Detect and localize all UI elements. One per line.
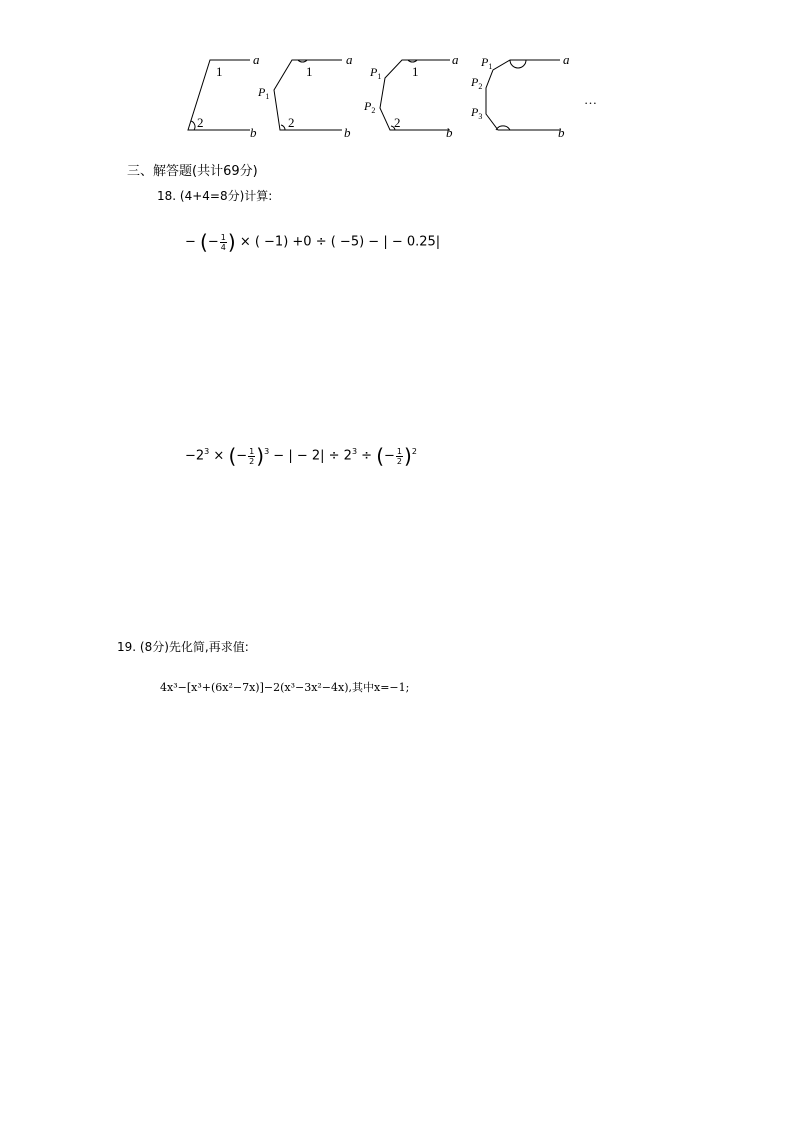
expr2-open-paren-2: (	[376, 444, 385, 468]
fig2-angle-1: 1	[306, 64, 313, 79]
expr1-minus: −	[207, 234, 219, 250]
expr2-frac1-den: 2	[249, 456, 255, 466]
fig2-label-a: a	[346, 52, 353, 67]
fig3-label-a: a	[452, 52, 459, 67]
expr1-close-paren: )	[227, 230, 236, 254]
expr2-open-paren-1: (	[228, 444, 237, 468]
fig1-angle-2: 2	[197, 115, 204, 130]
expr1-frac-num: 1	[220, 232, 226, 242]
expr2-fraction-1	[248, 447, 255, 466]
ellipsis: …	[584, 92, 597, 107]
parallel-lines-figures	[180, 48, 620, 148]
figures-svg	[180, 48, 620, 148]
fig2-label-p1: $P_1$	[258, 85, 270, 101]
expr2-exp-2: 3	[351, 447, 358, 457]
fig4-label-p1: $P_1$	[481, 55, 493, 71]
expr2-minus-2: −	[384, 448, 395, 464]
fig1-label-a: a	[253, 52, 260, 67]
expr1-open-paren: (	[200, 230, 208, 254]
expr2-times: ×	[209, 448, 229, 464]
fig4-label-b: b	[558, 125, 565, 140]
expr2-close-paren-1: )	[256, 444, 265, 468]
expr1-rest: × ( −1) +0 ÷ ( −5) − | − 0.25|	[239, 234, 441, 250]
expr1-frac-den: 4	[220, 242, 226, 252]
expr2-fraction-2	[396, 447, 403, 466]
fig1-label-b: b	[250, 125, 257, 140]
expr2-square: 2	[411, 447, 417, 457]
section-title: 三、解答题(共计69分)	[127, 164, 258, 179]
expr1-lead: −	[185, 234, 196, 250]
figure-2-angle2-arc	[281, 125, 285, 130]
q18-heading: 18. (4+4=8分)计算:	[157, 189, 273, 203]
expr2-exp: 3	[204, 447, 210, 457]
figure-4-top-arc	[510, 60, 526, 68]
fig3-angle-1: 1	[412, 64, 419, 79]
expr2-mid: − | − 2| ÷ 2	[269, 448, 352, 464]
fig3-label-p2: $P_2$	[364, 99, 376, 115]
expr2-lead: −2	[185, 448, 205, 464]
q18-expression-2	[185, 446, 417, 466]
fig2-angle-2: 2	[288, 115, 295, 130]
expr2-frac1-num: 1	[249, 446, 255, 456]
fig4-label-a: a	[563, 52, 570, 67]
fig3-angle-2: 2	[394, 115, 401, 130]
expr2-cube: 3	[264, 447, 270, 457]
expr2-frac2-den: 2	[396, 456, 403, 466]
fig2-label-b: b	[344, 125, 351, 140]
fig1-angle-1: 1	[216, 64, 223, 79]
fig4-label-p3: $P_3$	[471, 105, 483, 121]
expr2-minus-1: −	[236, 448, 248, 464]
fig3-label-b: b	[446, 125, 453, 140]
expr2-div: ÷	[357, 448, 377, 464]
expr2-frac2-num: 1	[396, 446, 403, 456]
figure-1-angle2-arc	[191, 121, 195, 130]
q18-expression-1	[185, 232, 440, 252]
q19-heading: 19. (8分)先化简,再求值:	[117, 640, 249, 654]
expr2-close-paren-2: )	[404, 444, 412, 468]
expr1-fraction	[220, 233, 227, 252]
q19-expression: 4x³−[x³+(6x²−7x)]−2(x³−3x²−4x),其中x=−1;	[160, 681, 410, 694]
figure-4-lines	[486, 60, 560, 130]
fig3-label-p1: $P_1$	[370, 65, 382, 81]
fig4-label-p2: $P_2$	[471, 75, 483, 91]
